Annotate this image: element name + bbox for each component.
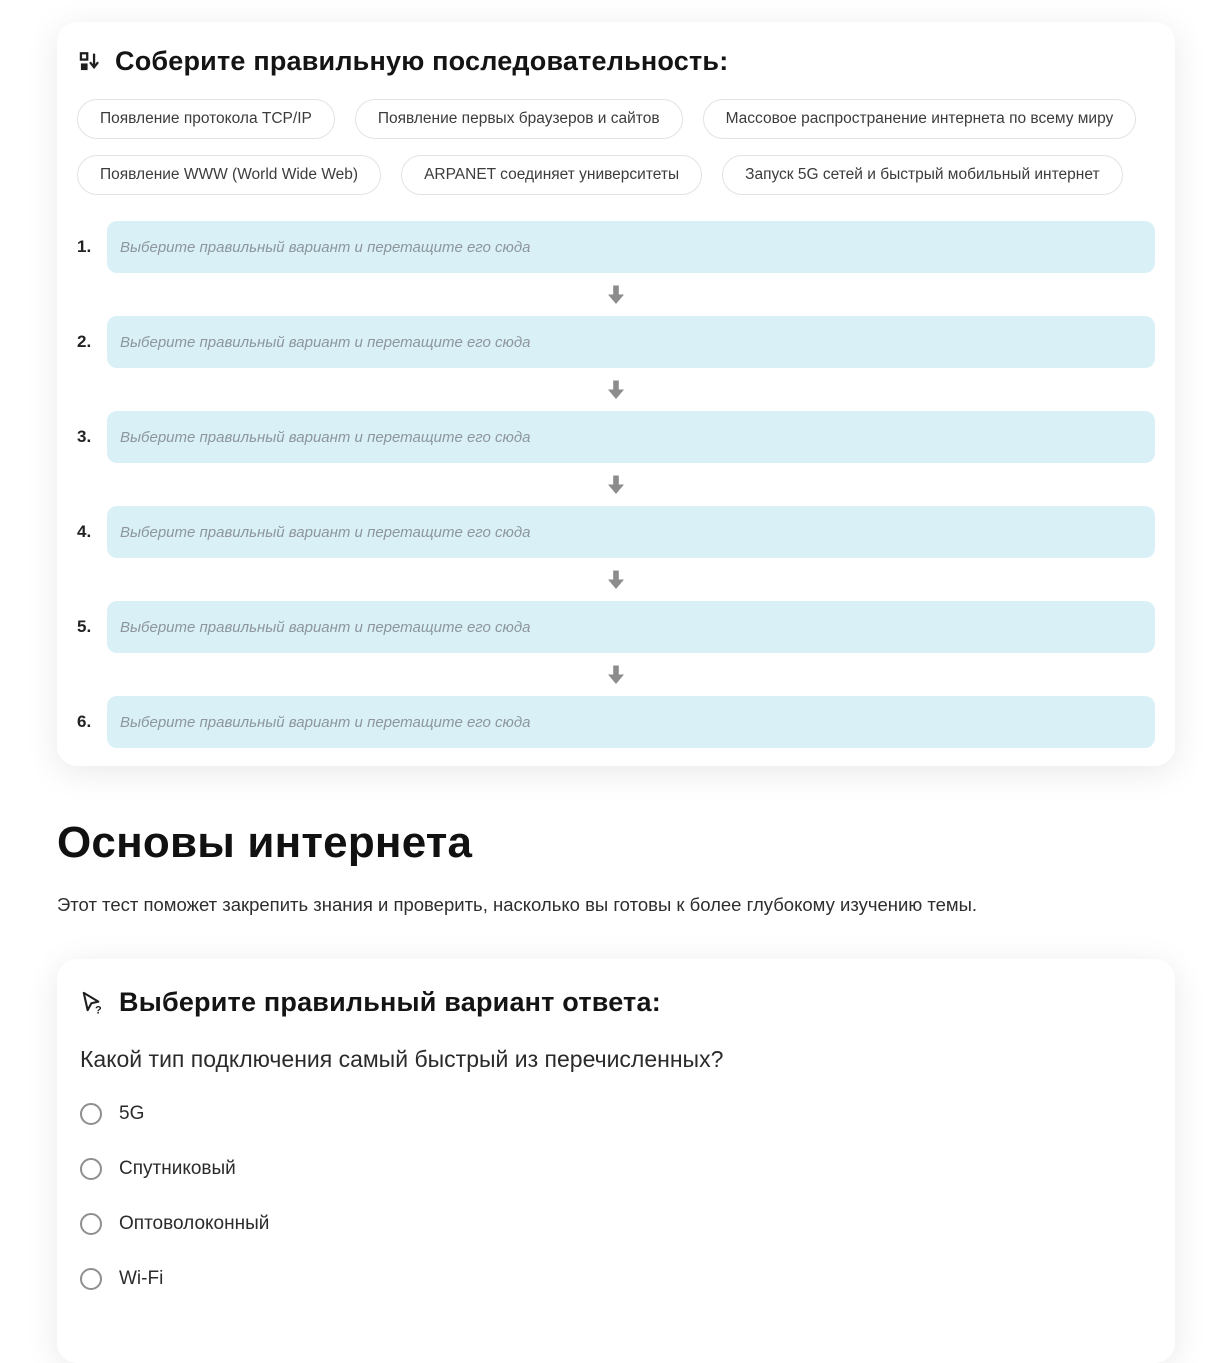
answer-option[interactable] [80, 1158, 236, 1180]
dropzone-placeholder: Выберите правильный вариант и перетащите его сюда [120, 618, 531, 636]
sort-sequence-icon [79, 51, 100, 72]
slot-row [77, 696, 1155, 748]
svg-text:?: ? [95, 1004, 102, 1017]
slot-row [77, 221, 1155, 273]
sequence-dropzone[interactable] [107, 696, 1155, 748]
quiz-question: Какой тип подключения самый быстрый из перечисленных? [80, 1046, 724, 1072]
dropzone-placeholder: Выберите правильный вариант и перетащите его сюда [120, 523, 531, 541]
sequence-slots [77, 221, 1155, 748]
quiz-card-title: Выберите правильный вариант ответа: [119, 987, 661, 1017]
sequence-options [77, 99, 1155, 195]
radio-icon[interactable] [80, 1213, 102, 1235]
slot-number: 4. [77, 522, 92, 541]
slot-number: 1. [77, 237, 92, 256]
page-title: Основы интернета [57, 818, 473, 867]
down-arrow-icon [604, 472, 628, 498]
down-arrow-icon [604, 567, 628, 593]
answer-option-label: 5G [119, 1103, 145, 1124]
answer-option[interactable] [80, 1268, 163, 1290]
sequence-slot-group [77, 316, 1155, 411]
arrow-row [77, 463, 1155, 506]
answer-option[interactable] [80, 1213, 269, 1235]
page-description: Этот тест поможет закрепить знания и проверить, насколько вы готовы к более глубокому изучению темы. [57, 894, 978, 915]
sequence-option-chip[interactable]: Запуск 5G сетей и быстрый мобильный интернет [722, 155, 1122, 195]
sequence-slot-group [77, 506, 1155, 601]
sequence-card-header [77, 46, 1155, 77]
down-arrow-icon [604, 662, 628, 688]
sequence-slot-group [77, 411, 1155, 506]
quiz-options [80, 1103, 1155, 1290]
sequence-card [57, 22, 1175, 766]
slot-number: 2. [77, 332, 92, 351]
sequence-dropzone[interactable] [107, 601, 1155, 653]
radio-icon[interactable] [80, 1103, 102, 1125]
slot-row [77, 411, 1155, 463]
answer-option-label: Оптоволоконный [119, 1213, 270, 1234]
answer-option[interactable] [80, 1103, 144, 1125]
slot-number: 5. [77, 617, 92, 636]
sequence-option-chip[interactable]: Появление первых браузеров и сайтов [355, 99, 683, 139]
cursor-question-icon [79, 990, 104, 1015]
sequence-option-chip[interactable]: Появление протокола TCP/IP [77, 99, 335, 139]
sequence-dropzone[interactable] [107, 411, 1155, 463]
slot-number: 3. [77, 427, 92, 446]
radio-icon[interactable] [80, 1268, 102, 1290]
sequence-option-chip[interactable]: ARPANET соединяет университеты [401, 155, 702, 195]
slot-row [77, 601, 1155, 653]
sequence-slot-group [77, 221, 1155, 316]
sequence-option-chip[interactable]: Появление WWW (World Wide Web) [77, 155, 381, 195]
radio-icon[interactable] [80, 1158, 102, 1180]
sequence-card-title: Соберите правильную последовательность: [115, 46, 729, 76]
slot-row [77, 316, 1155, 368]
down-arrow-icon [604, 282, 628, 308]
answer-option-label: Спутниковый [119, 1158, 236, 1179]
arrow-row [77, 653, 1155, 696]
slot-row [77, 506, 1155, 558]
dropzone-placeholder: Выберите правильный вариант и перетащите его сюда [120, 333, 531, 351]
sequence-dropzone[interactable] [107, 221, 1155, 273]
sequence-option-chip[interactable]: Массовое распространение интернета по всему миру [703, 99, 1137, 139]
sequence-dropzone[interactable] [107, 316, 1155, 368]
dropzone-placeholder: Выберите правильный вариант и перетащите его сюда [120, 428, 531, 446]
arrow-row [77, 273, 1155, 316]
slot-number: 6. [77, 712, 92, 731]
sequence-slot-group [77, 601, 1155, 696]
down-arrow-icon [604, 377, 628, 403]
dropzone-placeholder: Выберите правильный вариант и перетащите его сюда [120, 713, 531, 731]
sequence-slot-group [77, 696, 1155, 748]
arrow-row [77, 558, 1155, 601]
quiz-card [57, 959, 1175, 1363]
sequence-dropzone[interactable] [107, 506, 1155, 558]
answer-option-label: Wi-Fi [119, 1268, 164, 1289]
dropzone-placeholder: Выберите правильный вариант и перетащите его сюда [120, 238, 531, 256]
quiz-card-header [77, 987, 1155, 1018]
arrow-row [77, 368, 1155, 411]
